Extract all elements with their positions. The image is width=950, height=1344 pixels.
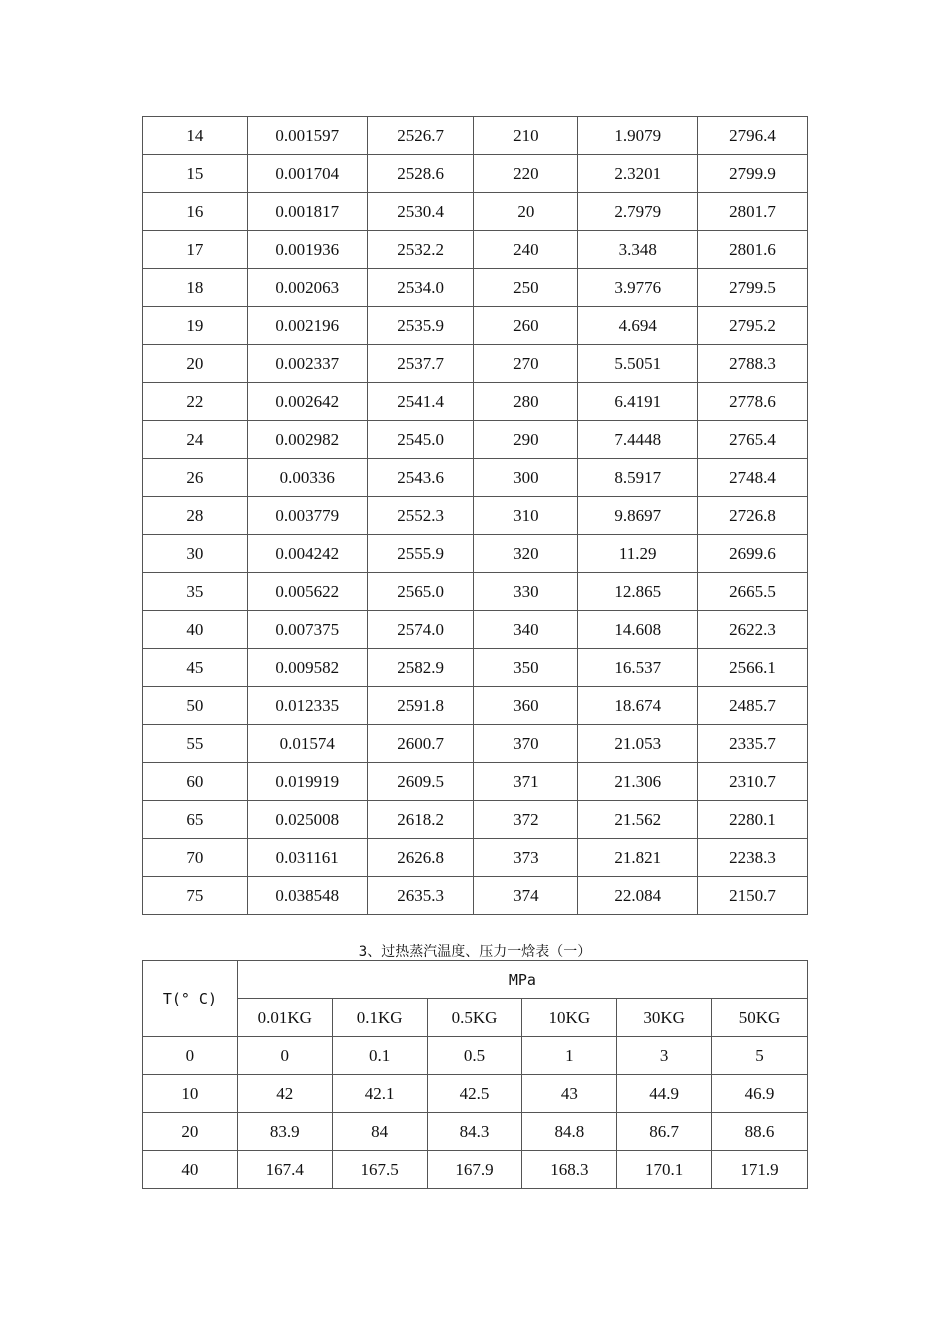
enthalpy-cell: 167.4 [237, 1151, 332, 1189]
saturated-steam-table [142, 116, 808, 915]
table-row [143, 611, 808, 649]
table-cell: 12.865 [578, 573, 698, 611]
table-cell: 30 [143, 535, 248, 573]
table-cell: 2788.3 [698, 345, 808, 383]
table-cell: 2150.7 [698, 877, 808, 915]
enthalpy-cell: 168.3 [522, 1151, 617, 1189]
enthalpy-cell: 43 [522, 1075, 617, 1113]
column-header: 50KG [712, 999, 808, 1037]
table-cell: 220 [474, 155, 578, 193]
table-row [143, 193, 808, 231]
table-row [143, 1075, 808, 1113]
table-cell: 18.674 [578, 687, 698, 725]
table-cell: 2765.4 [698, 421, 808, 459]
table-row [143, 231, 808, 269]
table-cell: 0.009582 [247, 649, 367, 687]
table-cell: 2530.4 [367, 193, 474, 231]
table-cell: 2582.9 [367, 649, 474, 687]
table-cell: 0.01574 [247, 725, 367, 763]
table-row [143, 307, 808, 345]
enthalpy-cell: 167.9 [427, 1151, 522, 1189]
table-cell: 22 [143, 383, 248, 421]
table-cell: 320 [474, 535, 578, 573]
table-cell: 360 [474, 687, 578, 725]
table-cell: 4.694 [578, 307, 698, 345]
table-cell: 21.562 [578, 801, 698, 839]
table-cell: 2609.5 [367, 763, 474, 801]
table-cell: 2566.1 [698, 649, 808, 687]
table-cell: 310 [474, 497, 578, 535]
enthalpy-cell: 42 [237, 1075, 332, 1113]
table-row [143, 383, 808, 421]
table-row [143, 345, 808, 383]
enthalpy-cell: 84.3 [427, 1113, 522, 1151]
table-cell: 21.306 [578, 763, 698, 801]
table-cell: 0.031161 [247, 839, 367, 877]
table-cell: 11.29 [578, 535, 698, 573]
enthalpy-cell: 44.9 [617, 1075, 712, 1113]
table-cell: 60 [143, 763, 248, 801]
table-cell: 6.4191 [578, 383, 698, 421]
table-cell: 2591.8 [367, 687, 474, 725]
table-cell: 14.608 [578, 611, 698, 649]
table-cell: 374 [474, 877, 578, 915]
table-cell: 0.00336 [247, 459, 367, 497]
table-cell: 0.001817 [247, 193, 367, 231]
table-cell: 2485.7 [698, 687, 808, 725]
table-cell: 16 [143, 193, 248, 231]
table-row [143, 535, 808, 573]
table-cell: 2543.6 [367, 459, 474, 497]
table-cell: 20 [474, 193, 578, 231]
table-cell: 210 [474, 117, 578, 155]
table-cell: 2238.3 [698, 839, 808, 877]
table-cell: 340 [474, 611, 578, 649]
enthalpy-cell: 171.9 [712, 1151, 808, 1189]
table-cell: 55 [143, 725, 248, 763]
table-cell: 50 [143, 687, 248, 725]
table-cell: 2545.0 [367, 421, 474, 459]
table-cell: 2799.9 [698, 155, 808, 193]
table-cell: 2310.7 [698, 763, 808, 801]
table-cell: 2600.7 [367, 725, 474, 763]
table-cell: 2799.5 [698, 269, 808, 307]
column-header: 10KG [522, 999, 617, 1037]
table-row [143, 649, 808, 687]
table-cell: 14 [143, 117, 248, 155]
table-cell: 21.053 [578, 725, 698, 763]
table-cell: 0.002337 [247, 345, 367, 383]
table-cell: 0.002063 [247, 269, 367, 307]
table-cell: 2801.6 [698, 231, 808, 269]
table-caption: 3、过热蒸汽温度、压力一焓表（一） [358, 944, 592, 960]
table-cell: 0.001704 [247, 155, 367, 193]
table-cell: 2526.7 [367, 117, 474, 155]
table-row [143, 725, 808, 763]
table-row [143, 497, 808, 535]
table-row [143, 1151, 808, 1189]
table-row [143, 421, 808, 459]
table-cell: 70 [143, 839, 248, 877]
table-cell: 372 [474, 801, 578, 839]
enthalpy-cell: 0 [237, 1037, 332, 1075]
temperature-cell: 10 [143, 1075, 238, 1113]
table-row [143, 687, 808, 725]
pressure-header: MPa [237, 961, 807, 999]
enthalpy-cell: 83.9 [237, 1113, 332, 1151]
enthalpy-cell: 84 [332, 1113, 427, 1151]
column-header: 0.01KG [237, 999, 332, 1037]
temperature-cell: 20 [143, 1113, 238, 1151]
table-row [143, 573, 808, 611]
table-cell: 9.8697 [578, 497, 698, 535]
table-cell: 2541.4 [367, 383, 474, 421]
enthalpy-cell: 42.5 [427, 1075, 522, 1113]
table-cell: 3.348 [578, 231, 698, 269]
table-cell: 2537.7 [367, 345, 474, 383]
temperature-header: T(° C) [143, 961, 238, 1037]
table-cell: 330 [474, 573, 578, 611]
table-cell: 300 [474, 459, 578, 497]
table-cell: 2552.3 [367, 497, 474, 535]
table-cell: 7.4448 [578, 421, 698, 459]
table-cell: 0.003779 [247, 497, 367, 535]
table-cell: 2.7979 [578, 193, 698, 231]
table-cell: 370 [474, 725, 578, 763]
table-cell: 15 [143, 155, 248, 193]
enthalpy-cell: 46.9 [712, 1075, 808, 1113]
table-cell: 2280.1 [698, 801, 808, 839]
table-cell: 18 [143, 269, 248, 307]
table-cell: 2699.6 [698, 535, 808, 573]
table-cell: 0.002982 [247, 421, 367, 459]
table-cell: 0.002642 [247, 383, 367, 421]
table-cell: 16.537 [578, 649, 698, 687]
column-header: 0.5KG [427, 999, 522, 1037]
table-cell: 0.001597 [247, 117, 367, 155]
table-cell: 17 [143, 231, 248, 269]
table-cell: 20 [143, 345, 248, 383]
enthalpy-cell: 3 [617, 1037, 712, 1075]
table-cell: 2335.7 [698, 725, 808, 763]
table-row [143, 155, 808, 193]
steam-table-body [143, 117, 808, 915]
table-cell: 2635.3 [367, 877, 474, 915]
table-cell: 2626.8 [367, 839, 474, 877]
header-row [143, 961, 808, 999]
table-cell: 5.5051 [578, 345, 698, 383]
table-cell: 373 [474, 839, 578, 877]
table-cell: 26 [143, 459, 248, 497]
table-cell: 2532.2 [367, 231, 474, 269]
table-row [143, 269, 808, 307]
table-cell: 24 [143, 421, 248, 459]
table-cell: 21.821 [578, 839, 698, 877]
table-cell: 290 [474, 421, 578, 459]
table-cell: 40 [143, 611, 248, 649]
table-cell: 270 [474, 345, 578, 383]
table-row [143, 1113, 808, 1151]
table-cell: 2534.0 [367, 269, 474, 307]
table-cell: 2555.9 [367, 535, 474, 573]
superheated-steam-table [142, 960, 808, 1189]
temperature-cell: 40 [143, 1151, 238, 1189]
table-row [143, 117, 808, 155]
table-cell: 0.001936 [247, 231, 367, 269]
enthalpy-cell: 170.1 [617, 1151, 712, 1189]
enthalpy-cell: 1 [522, 1037, 617, 1075]
table-cell: 28 [143, 497, 248, 535]
table-cell: 35 [143, 573, 248, 611]
enthalpy-cell: 0.1 [332, 1037, 427, 1075]
column-header: 0.1KG [332, 999, 427, 1037]
table-cell: 0.019919 [247, 763, 367, 801]
table-cell: 0.038548 [247, 877, 367, 915]
table-cell: 250 [474, 269, 578, 307]
table-cell: 2574.0 [367, 611, 474, 649]
table-cell: 45 [143, 649, 248, 687]
table-cell: 350 [474, 649, 578, 687]
table-cell: 2535.9 [367, 307, 474, 345]
table-cell: 2.3201 [578, 155, 698, 193]
table-cell: 260 [474, 307, 578, 345]
table-row [143, 877, 808, 915]
table-cell: 0.007375 [247, 611, 367, 649]
table-cell: 2622.3 [698, 611, 808, 649]
enthalpy-cell: 42.1 [332, 1075, 427, 1113]
column-header: 30KG [617, 999, 712, 1037]
table-row [143, 1037, 808, 1075]
pressure-columns-row [143, 999, 808, 1037]
enthalpy-cell: 86.7 [617, 1113, 712, 1151]
table-cell: 0.025008 [247, 801, 367, 839]
table-cell: 0.005622 [247, 573, 367, 611]
table-cell: 2528.6 [367, 155, 474, 193]
table-cell: 1.9079 [578, 117, 698, 155]
table-cell: 19 [143, 307, 248, 345]
table-cell: 65 [143, 801, 248, 839]
table-cell: 240 [474, 231, 578, 269]
table-row [143, 763, 808, 801]
table-row [143, 839, 808, 877]
table-cell: 0.002196 [247, 307, 367, 345]
table-cell: 2618.2 [367, 801, 474, 839]
enthalpy-cell: 5 [712, 1037, 808, 1075]
table-cell: 2795.2 [698, 307, 808, 345]
temperature-cell: 0 [143, 1037, 238, 1075]
table-cell: 0.004242 [247, 535, 367, 573]
table-cell: 3.9776 [578, 269, 698, 307]
table-cell: 371 [474, 763, 578, 801]
table-cell: 8.5917 [578, 459, 698, 497]
table-cell: 2748.4 [698, 459, 808, 497]
table-cell: 2565.0 [367, 573, 474, 611]
table-cell: 2801.7 [698, 193, 808, 231]
table-row [143, 459, 808, 497]
table-cell: 2726.8 [698, 497, 808, 535]
enthalpy-cell: 0.5 [427, 1037, 522, 1075]
table-cell: 2665.5 [698, 573, 808, 611]
table-cell: 280 [474, 383, 578, 421]
table-cell: 22.084 [578, 877, 698, 915]
table-cell: 0.012335 [247, 687, 367, 725]
table-cell: 75 [143, 877, 248, 915]
table-cell: 2796.4 [698, 117, 808, 155]
enthalpy-cell: 167.5 [332, 1151, 427, 1189]
enthalpy-cell: 84.8 [522, 1113, 617, 1151]
table-row [143, 801, 808, 839]
enthalpy-cell: 88.6 [712, 1113, 808, 1151]
table-cell: 2778.6 [698, 383, 808, 421]
